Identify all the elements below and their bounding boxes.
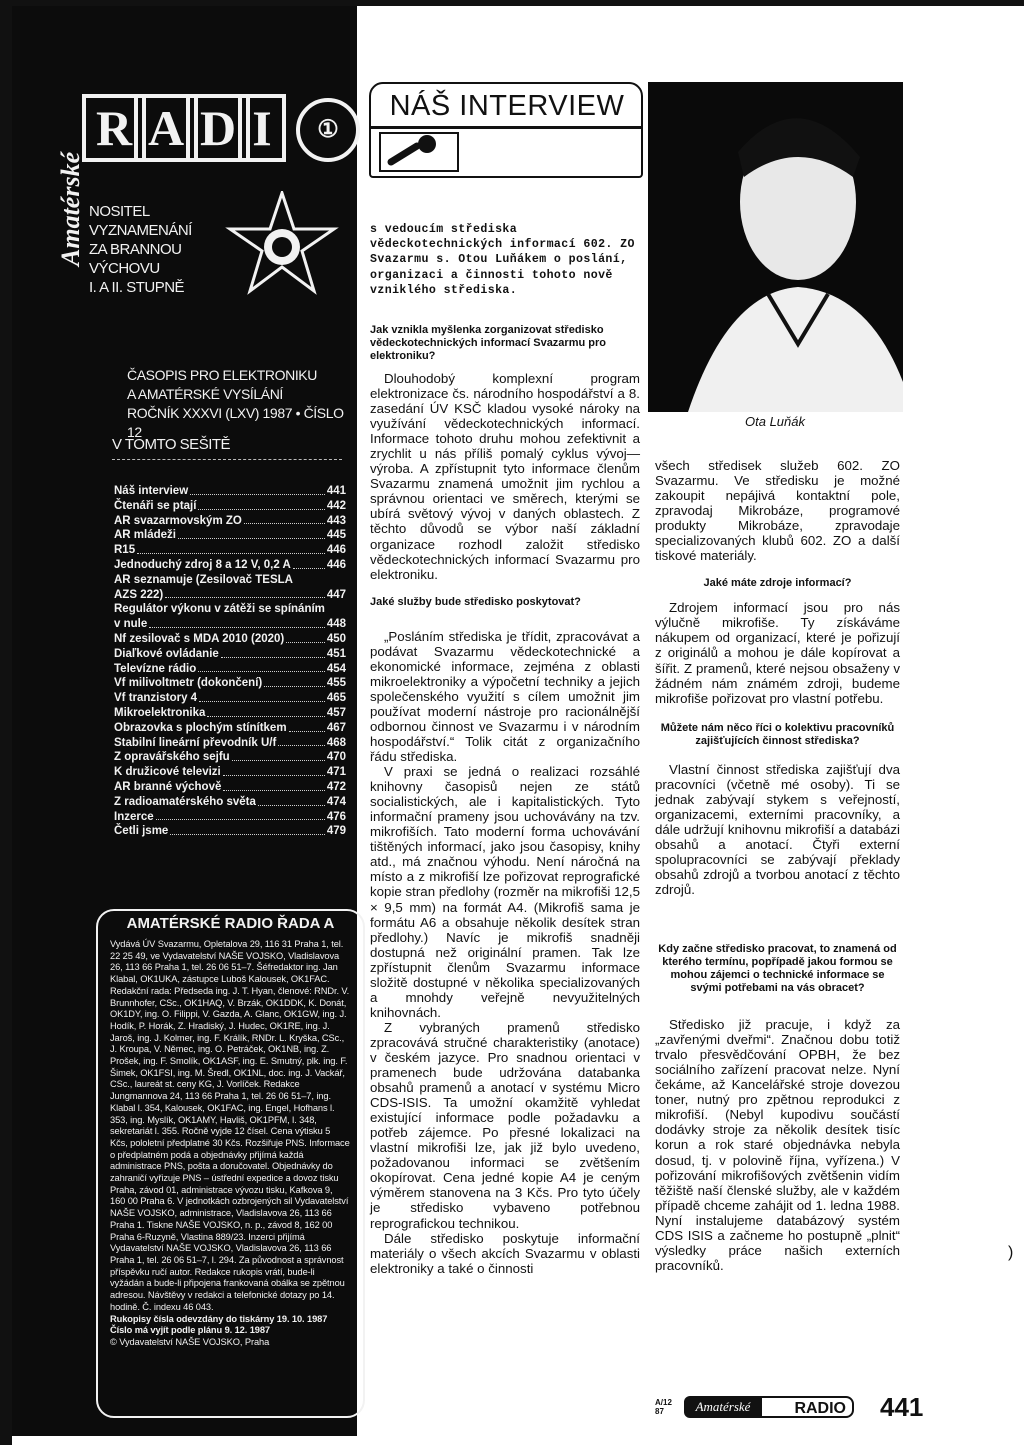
toc-entry-page: 474 [326,795,346,808]
toc-entry-page: 446 [326,544,346,557]
toc-leader-dots [156,819,325,820]
toc-heading: V TOMTO SEŠITĚ [112,436,342,460]
toc-leader-dots [264,686,325,687]
imprint-release: Číslo má vyjít podle plánu 9. 12. 1987 [110,1325,270,1336]
toc-entry [114,543,346,558]
answer-2a: „Posláním střediska je třídit, zpracovávat a podávat Svazarmu vědeckotechnické a ekonomické informace, zejména z oblasti mikroelektroniky a výpočetní techniky a jejich společenského využití s cílem umožnit jim používat moderní nástroje pro racionálnější odbornou činnost ve Svazarmu i v národním hospodářství.“ Tolik citát z organizačního řádu střediska. [370,628,640,765]
toc-entry [114,824,346,839]
portrait-figure-icon [648,82,903,412]
toc-entry-page: 470 [326,751,346,764]
toc-entry-title: Z radioamatérského světa [114,795,256,808]
toc-entry-title: AR branné výchově [114,780,222,793]
answer-2c: Z vybraných pramenů středisko zpracovává stručné charakteristiky (anotace) v českém jazyce. Pro snadnou orientaci v pramenech bude udržována databanka obsahů pramenů a anotací v systému Micro CDS-ISIS. Ta umožní okamžitě vyhledat existující informace podle požadavku a potřeb zájemce. Po přesné lokalizaci na vlastní mikrofiši lze, jak již bylo uvedeno, požadovanou informaci se zvětšením okopírovat. Cena jedné kopie A4 je ceným výměrem stanovena na 3 Kčs. Pro tyto účely je středisko vybaveno potřebnou reprografickou technikou. [370,1019,640,1231]
toc-entry [114,721,346,736]
toc-entry [114,588,346,603]
toc-entry-title: Obrazovka s plochým stínítkem [114,721,287,734]
toc-entry [114,810,346,825]
toc-entry [114,528,346,543]
toc-entry [114,691,346,706]
toc-entry-page: 450 [326,632,346,645]
banner-divider [371,126,641,129]
question-4: Můžete nám něco říci o kolektivu pracovníků zajišťujících činnost střediska? [660,721,895,747]
toc-entry-page: 457 [326,706,346,719]
toc-leader-dots [278,745,325,746]
toc-entry-title: AR seznamuje (Zesilovač TESLA [114,573,293,586]
answer-2e: všech středisek služeb 602. ZO Svazarmu. Ve středisku je možné zakoupit nepájivá kontaktní pole, zpravodaj Mikrobáze, programové produkty Mikrobáze, zpravodaje specializovaných klubů 602. ZO a další tiskové materiály. [655,458,900,564]
photo-caption: Ota Luňák [745,414,805,429]
issue-marker [655,1398,672,1416]
award-star-icon [222,191,342,301]
imprint-deadline: Rukopisy čísla odevzdány do tiskárny 19. 10. 1987 [110,1313,328,1324]
toc-entry-page: 476 [326,810,346,823]
award-text [89,202,219,297]
award-line: VYZNAMENÁNÍ [89,222,192,239]
toc-entry [114,706,346,721]
toc-leader-dots [221,657,325,658]
masthead-letter: A [134,94,198,162]
toc-entry [114,662,346,677]
toc-entry-title: Regulátor výkonu v zátěži se spínáním [114,603,325,616]
banner-title: NÁŠ INTERVIEW [389,90,625,122]
toc-leader-dots [149,627,325,628]
microphone-icon [379,132,459,172]
interview-banner [369,82,643,178]
toc-entry-title: Četli jsme [114,825,169,838]
masthead-letter: I [238,94,286,162]
toc-entry-page: 451 [326,647,346,660]
answer-2b: V praxi se jedná o realizaci rozsáhlé knihovny časopisů nejen ze států socialistických, ale i kapitalistických. Tyto informační prameny jsou uchovávány na tzv. mikrofiších. Tato moderní forma uchovávání tištěných informací, jako jsou časopisy, knihy atd., má značnou výhodu. Není náročná na místo a z mikrofiší lze pořizovat reprografické kopie stran předlohy (rozměr na mikrofiši 12,5 × 9,5 mm) na formát A4. (Mikrofiš sama je formátu A6 a obsahuje několik desítek stran předlohy.) Navíc je mikrofiš snadněji dostupná než originální pramen. Tak lze zpřístupnit členům Svazarmu informace složitě dostupné v několika specializovaných a mnohdy veřejně nevyužitelných knihovnách. [370,764,640,1020]
toc-entry-title: AR svazarmovským ZO [114,514,242,527]
toc-entry-page: 445 [326,529,346,542]
magazine-info [127,366,347,442]
toc-entry-title: Televízne rádio [114,662,197,675]
toc-entry-title: v nule [114,618,148,631]
toc-entry-page: 441 [326,485,346,497]
toc-entry-page: 467 [326,721,346,734]
toc-leader-dots [199,701,325,702]
toc-entry [114,750,346,765]
table-of-contents [114,484,346,839]
toc-leader-dots [223,790,324,791]
toc-entry [114,602,346,617]
toc-entry-page: 479 [326,825,346,838]
contents-panel [12,6,357,1436]
toc-entry-page: 465 [326,692,346,705]
toc-entry [114,617,346,632]
article-column-1 [370,222,640,1276]
award-line: NOSITEL [89,203,150,220]
toc-leader-dots [289,731,325,732]
page-number: 441 [880,1392,924,1422]
toc-entry [114,632,346,647]
toc-entry-title: Nf zesilovač s MDA 2010 (2020) [114,632,285,645]
toc-leader-dots [198,671,325,672]
masthead-vertical-title: Amatérské [56,151,85,266]
toc-entry-title: Jednoduchý zdroj 8 a 12 V, 0,2 A [114,558,291,571]
answer-5: Středisko již pracuje, i když za „zavřenými dveřmi“. Značnou dobu totiž trvalo přesvědčování OPBH, že bez sociálního zařízení pracovat nelze. Nyní čekáme, až Kancelářské stroje dovezou toner, nutný pro zpětnou reprodukci z mikrofiší. (Nebyl kupodivu součástí dodávky stroje za několik desítek tisíc korun a rok staré objednávka nebyla dosud, tj. v polovině října, vyřízena.) V pořizování mikrofišových zvětšenin vidím těžiště naší členské služby, ale v každém případě chceme zahájit od 1. ledna 1988. Nyní instalujeme databázový systém CDS ISIS a začneme ho postupně „plnit“ výsledky práce našich externích pracovníků. [655,1017,900,1273]
issue-year: 87 [655,1407,664,1416]
toc-entry-page: 471 [326,766,346,779]
answer-1: Dlouhodobý komplexní program elektronizace čs. národního hospodářství a 8. zasedání ÚV KSČ kladou vysoké nároky na využívání vědeckotechnických informací. Informace tohoto druhu mohou zefektivnit a zrychlit u nás příliš pomalý cyklus vývoj—výroba. A zpřístupnit tyto informace členům Svazarmu znamená umožnit jim rychlou a správnou orientaci ve směrech, kterými se ubírá světový vývoj v daných oblastech. Z těchto důvodů se výbor naší základní organizace rozhodl založit středisko vědeckotechnických informací Svazarmu pro elektroniku. [370,371,640,582]
toc-entry-title: AZS 222) [114,588,164,601]
toc-entry [114,484,346,499]
imprint-text [110,939,350,1349]
toc-entry-title: AR mládeži [114,529,176,542]
toc-leader-dots [293,568,325,569]
toc-entry [114,676,346,691]
masthead-letter: D [186,94,250,162]
article-column-2 [655,458,900,1273]
toc-leader-dots [207,716,324,717]
toc-leader-dots [137,553,325,554]
toc-leader-dots [244,523,325,524]
toc-entry-title: R15 [114,544,136,557]
interview-intro: s vedoucím střediska vědeckotechnických informací 602. ZO Svazarmu s. Otou Luňákem o poslání, organizaci a činnosti tohoto nově vzniklého střediska. [370,223,635,297]
toc-entry-title: Vf tranzistory 4 [114,692,198,705]
toc-entry-page: 454 [326,662,346,675]
left-edge-strip [0,0,12,1445]
toc-entry [114,795,346,810]
answer-3: Zdrojem informací jsou pro nás výlučně mikrofiše. Ty získáváme nákupem od organizací, které je pořizují z originálů a mohou je dále kopírovat a šířit. Z pramenů, které nejsou obsaženy v žádném nám známém zdroji, budeme mikrofiše pořizovat pro vlastní potřebu. [655,600,900,706]
toc-leader-dots [178,538,325,539]
toc-entry-page: 455 [326,677,346,690]
toc-entry [114,573,346,588]
masthead-logo [82,94,362,164]
toc-entry-title: Inzerce [114,810,154,823]
toc-entry-page: 442 [326,499,346,512]
issue-number: A/12 [655,1398,672,1407]
toc-entry [114,499,346,514]
toc-leader-dots [286,642,325,643]
toc-entry [114,765,346,780]
magazine-line: ROČNÍK XXXVI (LXV) 1987 • ČÍSLO 12 [127,405,344,440]
question-1: Jak vznikla myšlenka zorganizovat středisko vědeckotechnických informací Svazarmu pro elektroniku? [370,324,606,363]
footer-logo-script: Amatérské [684,1396,762,1418]
toc-entry-title: Mikroelektronika [114,706,206,719]
toc-entry-page: 472 [326,780,346,793]
imprint-copyright: © Vydavatelství NAŠE VOJSKO, Praha [110,1336,270,1347]
toc-entry-title: Čtenáři se ptají [114,499,197,512]
portrait-photo [648,82,903,412]
magazine-line: A AMATÉRSKÉ VYSÍLÁNÍ [127,386,283,402]
question-3: Jaké máte zdroje informací? [703,577,852,590]
answer-4: Vlastní činnost střediska zajišťují dva pracovníci (včetně mé osoby). Ti se jednak zabývají stykem s veřejností, organizacemi, externími pracovníky, a dále udržují knihovnu mikrofiší a databázi obsahů a anotací. Čtyři externí spolupracovníci se zabývají překlady obsahů zdrojů a tvorbou anotací z těchto zdrojů. [655,761,900,898]
imprint-heading: AMATÉRSKÉ RADIO ŘADA A [126,915,335,932]
toc-entry-title: Náš interview [114,485,189,497]
award-line: ZA BRANNOU [89,241,182,258]
toc-entry [114,647,346,662]
toc-leader-dots [258,805,325,806]
toc-leader-dots [223,775,325,776]
toc-entry-title: Vf milivoltmetr (dokončení) [114,677,263,690]
toc-entry [114,736,346,751]
question-2: Jaké služby bude středisko poskytovat? [370,595,581,608]
toc-entry-title: K družicové televizi [114,766,221,779]
answer-2d: Dále středisko poskytuje informační materiály o všech akcích Svazarmu v oblasti elektroniky a také o činnosti [370,1230,640,1276]
margin-mark: ) [1008,1244,1014,1261]
toc-leader-dots [165,597,325,598]
award-line: VÝCHOVU [89,260,160,277]
toc-entry [114,514,346,529]
masthead-issue-logo: ① [296,98,360,162]
toc-leader-dots [232,760,325,761]
toc-entry [114,780,346,795]
toc-leader-dots [198,509,324,510]
toc-entry-title: Diaľkové ovládanie [114,647,219,660]
toc-entry-page: 446 [326,558,346,571]
footer-logo-text: RADIO [794,1400,846,1417]
toc-entry-page: 447 [326,588,346,601]
imprint-box [96,909,365,1418]
toc-entry-page: 468 [326,736,346,749]
imprint-body: Vydává ÚV Svazarmu, Opletalova 29, 116 31 Praha 1, tel. 22 25 49, ve Vydavatelství NAŠE VOJSKO, Vladislavova 26, 113 66 Praha 1, tel. 26 06 51–7. Šéfredaktor ing. Jan Klabal, OK1UKA, zástupce Luboš Kalousek, OK1FAC. Redakční rada: Předseda ing. J. T. Hyan, členové: RNDr. V. Brunnhofer, CSc., OK1HAQ, V. Brzák, OK1DDK, K. Donát, OK1DY, ing. O. Filippi, V. Gazda, A. Glanc, OK1GW, ing. J. Hodík, P. Horák, Z. Hradiský, J. Hudec, OK1RE, ing. J. Jaroš, ing. J. Kolmer, ing. F. Králík, RNDr. L. Kryška, CSc., J. Kroupa, V. Němec, ing. O. Petráček, OK1NB, ing. Z. Prošek, ing. F. Smolík, OK1ASF, ing. E. Smutný, plk. ing. F. Šimek, OK1FSI, ing. M. Šredl, OK1NL, doc. ing. J. Vackář, CSc., laureát st. ceny KG, J. Vorlíček. Redakce Jungmannova 24, 113 66 Praha 1, tel. 26 06 51–7, ing. Klabal l. 354, Kalousek, OK1FAC, ing. Engel, Hofhans l. 353, ing. Myslík, OK1AMY, Havliš, OK1PFM, l. 348, sekretariát l. 355. Ročně vyjde 12 čísel. Cena výtisku 5 Kčs, pololetní předplatné 30 Kčs. Rozšiřuje PNS. Informace o předplatném podá a objednávky přijímá každá administrace PNS, pošta a doručovatel. Objednávky do zahraničí vyřizuje PNS – ústřední expedice a dovoz tisku Praha, závod 01, administrace vývozu tisku, Kafkova 9, 160 00 Praha 6. V jednotkách ozbrojených sil Vydavatelství NAŠE VOJSKO, administrace, Vladislavova 26, 113 66 Praha 1. Tiskne NAŠE VOJSKO, n. p., závod 8, 162 00 Praha 6-Ruzyně, Vlastina 889/23. Inzerci přijímá Vydavatelství NAŠE VOJSKO, Vladislavova 26, 113 66 Praha 1, tel. 26 06 51–7, l. 294. Za původnost a správnost příspěvku ručí autor. Redakce rukopis vrátí, bude-li vyžádán a bude-li připojena frankovaná obálka se zpětnou adresou. Návštěvy v redakci a telefonické dotazy po 14. hodině. Č. indexu 46 043. [110,939,350,1312]
toc-entry-title: Z opravářského sejfu [114,751,230,764]
award-line: I. A II. STUPNĚ [89,279,185,296]
toc-entry-title: Stabilní lineární převodník U/f [114,736,277,749]
toc-leader-dots [170,834,324,835]
toc-entry [114,558,346,573]
question-5: Kdy začne středisko pracovat, to znamená od kterého termínu, popřípadě jakou formou se mohou zájemci o technické informace se svými potřebami na vás obracet? [658,943,897,995]
magazine-line: ČASOPIS PRO ELEKTRONIKU [127,367,317,383]
toc-entry-page: 443 [326,514,346,527]
toc-leader-dots [190,494,325,495]
toc-entry-page: 448 [326,618,346,631]
masthead-letter: R [82,94,146,162]
